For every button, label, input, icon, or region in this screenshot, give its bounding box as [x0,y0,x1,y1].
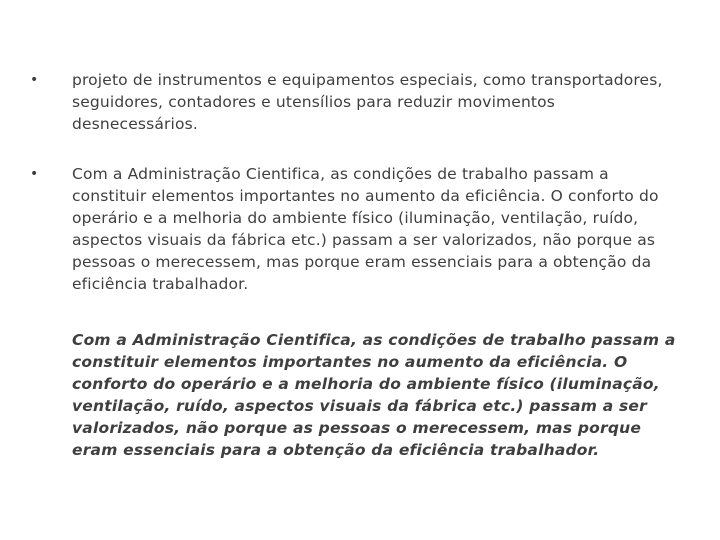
bullet-text-instruments: projeto de instrumentos e equipamentos especiais, como transportadores, seguidores, contadores e utensílios para reduzir movimentos desnecessários. [72,71,663,133]
bullet-marker: • [30,72,39,88]
bullet-text-working-conditions: Com a Administração Cientifica, as condições de trabalho passam a constituir elementos importantes no aumento da eficiência. O conforto do operário e a melhoria do ambiente físico (iluminação, ventilação, ruído, aspectos visuais da fábrica etc.) passam a ser valorizados, não porque as pessoas o merecessem, mas porque eram essenciais para a obtenção da eficiência trabalhador. [72,165,659,293]
bullet-marker: • [30,166,39,182]
emphasis-paragraph: Com a Administração Cientifica, as condições de trabalho passam a constituir elementos importantes no aumento da eficiência. O conforto do operário e a melhoria do ambiente físico (iluminação, ventilação, ruído, aspectos visuais da fábrica etc.) passam a ser valorizados, não porque as pessoas o merecessem, mas porque eram essenciais para a obtenção da eficiência trabalhador. [72,330,676,459]
